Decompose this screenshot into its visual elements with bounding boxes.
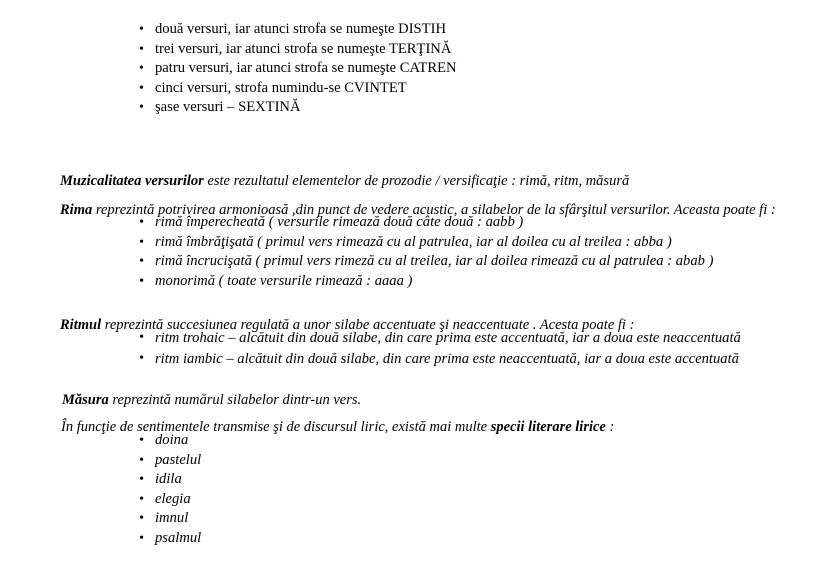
term-rima: Rima: [60, 201, 93, 218]
list-item: [0, 213, 713, 233]
list-item-label: rimă încrucişată ( primul vers rimeză cu al treilea, iar al doilea rimează cu al patrulea : abab ): [155, 253, 714, 270]
bullet-icon: •: [139, 530, 144, 546]
paragraph-specii-suffix: :: [605, 418, 615, 435]
list-item: [0, 79, 457, 99]
bullet-icon: •: [139, 80, 144, 96]
list-item: [0, 59, 457, 79]
list-item-label: pastelul: [155, 451, 202, 468]
term-specii-literare-lirice: specii literare lirice: [490, 418, 606, 435]
bullet-icon: •: [139, 41, 144, 57]
list-item-label: cinci versuri, strofa numindu-se CVINTET: [155, 79, 407, 96]
bullet-icon: •: [139, 234, 144, 250]
ritm-types-list: [0, 328, 741, 370]
specii-list: [0, 431, 201, 549]
paragraph-ritm-text: reprezintă succesiunea regulată a unor silabe accentuate şi neaccentuate . Acesta poate fi :: [101, 316, 635, 333]
list-item: [0, 431, 201, 451]
list-item: [0, 233, 713, 253]
list-item-label: doina: [155, 432, 189, 448]
list-item: [0, 470, 201, 490]
bullet-icon: •: [139, 511, 144, 527]
bullet-icon: •: [139, 491, 144, 507]
list-item: [0, 40, 457, 60]
bullet-icon: •: [139, 351, 144, 366]
bullet-icon: •: [139, 273, 144, 289]
bullet-icon: •: [139, 472, 144, 488]
list-item: [0, 328, 741, 349]
bullet-icon: •: [139, 100, 144, 116]
list-item: [0, 20, 457, 40]
term-masura: Măsura: [62, 391, 109, 408]
paragraph-specii-prefix: În funcţie de sentimentele transmise şi de discursul liric, există mai multe: [61, 418, 491, 435]
list-item-label: rimă împerecheată ( versurile rimează două câte două : aabb ): [155, 214, 524, 230]
list-item: [0, 98, 457, 118]
bullet-icon: •: [139, 330, 144, 345]
bullet-icon: •: [139, 452, 144, 468]
bullet-icon: •: [139, 254, 144, 270]
term-ritm: Ritmul: [60, 316, 102, 333]
list-item-label: patru versuri, iar atunci strofa se numeşte CATREN: [155, 60, 457, 77]
list-item: [0, 252, 713, 272]
list-item-label: elegia: [155, 490, 191, 507]
list-item: [0, 509, 201, 529]
term-muzicalitate: Muzicalitatea versurilor: [60, 172, 204, 189]
bullet-icon: •: [139, 433, 144, 448]
bullet-icon: •: [139, 215, 144, 230]
list-item-label: trei versuri, iar atunci strofa se numeşte TERŢINĂ: [155, 40, 452, 57]
list-item-label: monorimă ( toate versurile rimează : aaaa ): [155, 272, 413, 289]
list-item-label: idila: [155, 471, 182, 488]
list-item: [0, 451, 201, 471]
paragraph-masura: [62, 391, 361, 409]
rima-types-list: [0, 213, 713, 291]
list-item: [0, 529, 201, 549]
list-item: [0, 349, 741, 370]
bullet-icon: •: [139, 22, 144, 37]
list-item-label: şase versuri – SEXTINĂ: [155, 99, 301, 116]
paragraph-muzicalitate-text: este rezultatul elementelor de prozodie / versificaţie : rimă, ritm, măsură: [203, 172, 630, 189]
paragraph-rima-text: reprezintă potrivirea armonioasă ,din punct de vedere acustic, a silabelor de la sfârşitul versurilor. Aceasta poate fi :: [92, 201, 776, 218]
list-item-label: ritm trohaic – alcătuit din două silabe, din care prima este accentuată, iar a doua este neaccentuată: [155, 330, 741, 346]
list-item-label: rimă îmbrăţişată ( primul vers rimează cu al patrulea, iar al doilea cu al treilea : abba ): [155, 233, 672, 250]
list-item-label: imnul: [155, 510, 189, 527]
strofe-list: [0, 20, 457, 118]
list-item: [0, 272, 713, 292]
list-item-label: psalmul: [155, 529, 202, 546]
paragraph-muzicalitate: [60, 172, 629, 190]
bullet-icon: •: [139, 61, 144, 77]
list-item-label: ritm iambic – alcătuit din două silabe, din care prima este neaccentuată, iar a doua este accentuată: [155, 351, 739, 367]
list-item-label: două versuri, iar atunci strofa se numeşte DISTIH: [155, 21, 446, 37]
list-item: [0, 490, 201, 510]
paragraph-masura-text: reprezintă numărul silabelor dintr-un vers.: [108, 391, 362, 408]
